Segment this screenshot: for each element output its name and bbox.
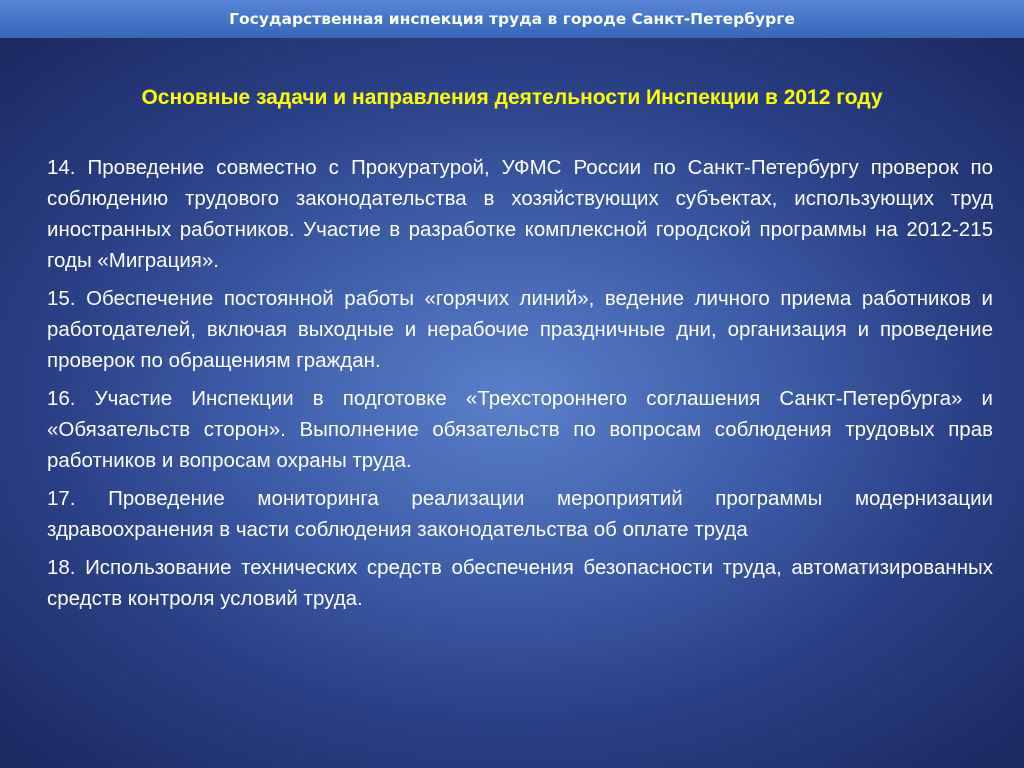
task-item-18: 18. Использование технических средств обеспечения безопасности труда, автоматизированных средств контроля условий труда. [47, 556, 993, 610]
task-item-15: 15. Обеспечение постоянной работы «горячих линий», ведение личного приема работников и работодателей, включая выходные и нерабочие праздничные дни, организация и проведение проверок по обращениям граждан. [47, 287, 993, 372]
header-bar [0, 0, 1024, 38]
task-list [47, 152, 993, 621]
task-item-14: 14. Проведение совместно с Прокуратурой, УФМС России по Санкт-Петербургу проверок по соблюдению трудового законодательства в хозяйствующих субъектах, использующих труд иностранных работников. Участие в разработке комплексной городской программы на 2012-215 годы «Миграция». [47, 156, 993, 272]
header-title: Государственная инспекция труда в городе Санкт-Петербурге [229, 10, 795, 28]
task-item-16: 16. Участие Инспекции в подготовке «Трехстороннего соглашения Санкт-Петербурга» и «Обязательств сторон». Выполнение обязательств по вопросам соблюдения трудовых прав работников и вопросам охраны труда. [47, 387, 993, 472]
task-item-17: 17. Проведение мониторинга реализации мероприятий программы модернизации здравоохранения в части соблюдения законодательства об оплате труда [47, 487, 993, 541]
slide-title: Основные задачи и направления деятельности Инспекции в 2012 году [141, 86, 883, 109]
